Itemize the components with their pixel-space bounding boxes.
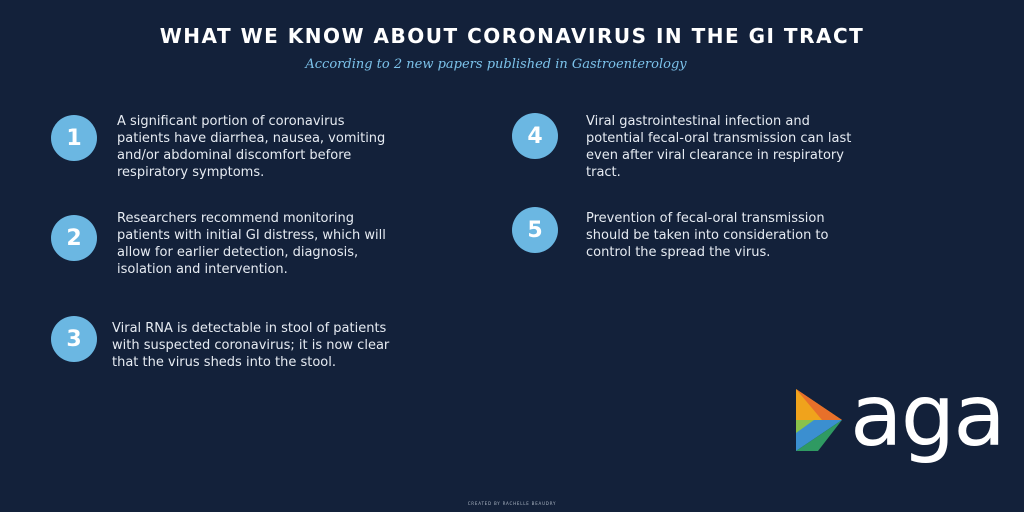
item-text-4: Viral gastrointestinal infection and potential fecal-oral transmission can last even after viral clearance in respiratory tract.	[586, 114, 852, 180]
aga-logo-text: aga	[850, 366, 1004, 466]
credit-text: CREATED BY RACHELLE BEAUDRY	[467, 501, 557, 506]
item-text-1: A significant portion of coronavirus patients have diarrhea, nausea, vomiting and/or abdominal discomfort before respiratory symptoms.	[117, 114, 386, 180]
item-text-2: Researchers recommend monitoring patients with initial GI distress, which will allow for earlier detection, diagnosis, isolation and intervention.	[117, 211, 386, 277]
number-badge-5: 5	[512, 207, 558, 253]
page-title: WHAT WE KNOW ABOUT CORONAVIRUS IN THE GI TRACT	[159, 24, 865, 48]
number-badge-1: 1	[51, 115, 97, 161]
number-badge-4: 4	[512, 113, 558, 159]
number-badge-3: 3	[51, 316, 97, 362]
item-text-5: Prevention of fecal-oral transmission should be taken into consideration to control the spread the virus.	[586, 211, 829, 260]
number-badge-2: 2	[51, 215, 97, 261]
page-subtitle: According to 2 new papers published in Gastroenterology	[305, 57, 687, 72]
item-text-3: Viral RNA is detectable in stool of patients with suspected coronavirus; it is now clear that the virus sheds into the stool.	[112, 321, 390, 370]
